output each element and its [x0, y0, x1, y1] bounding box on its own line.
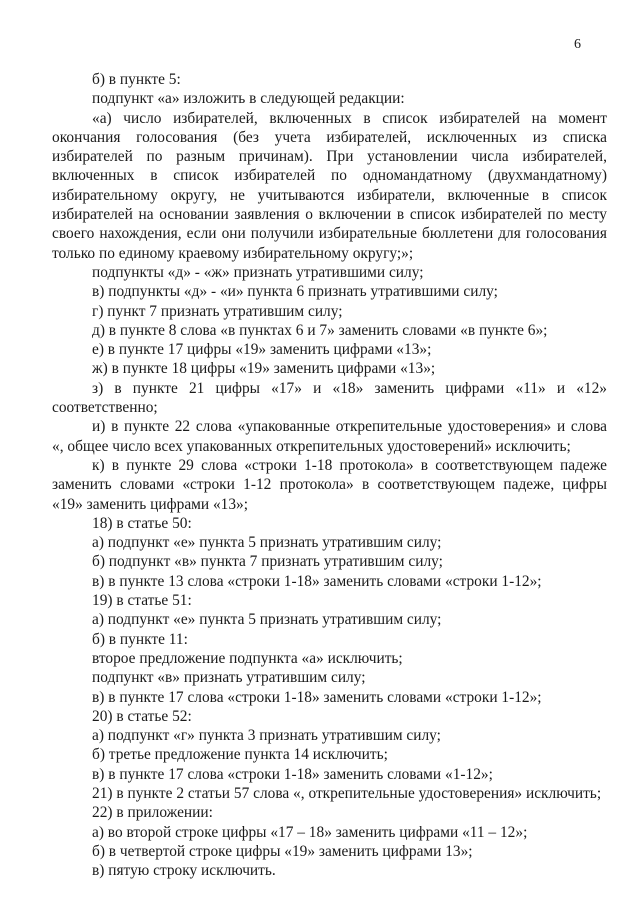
text-line: в) в пункте 17 слова «строки 1-18» заменить словами «строки 1-12»; [92, 688, 542, 706]
text-line: в) подпункты «д» - «и» пункта 6 признать утратившими силу; [92, 283, 498, 301]
text-line: а) подпункт «е» пункта 5 признать утратившим силу; [92, 611, 442, 629]
text-line: 18) в статье 50: [92, 514, 192, 532]
text-line: второе предложение подпункта «а» исключить; [92, 649, 403, 667]
text-line: б) в четвертой строке цифры «19» заменить цифрами 13»; [92, 842, 473, 860]
text-line: окончания голосования (без учета избирателей, исключенных из списка [52, 128, 607, 146]
text-line: избирательному округу, не учитываются избиратели, включенные в список [52, 186, 607, 204]
text-line: и) в пункте 22 слова «упакованные открепительные удостоверения» и слова [92, 418, 607, 436]
text-line: «19» заменить цифрами «13»; [52, 495, 249, 513]
text-line: г) пункт 7 признать утратившим силу; [92, 302, 343, 320]
text-line: в) в пункте 17 слова «строки 1-18» заменить словами «1-12»; [92, 765, 493, 783]
text-line: д) в пункте 8 слова «в пунктах 6 и 7» заменить словами «в пункте 6»; [92, 321, 548, 339]
page-number: 6 [574, 37, 581, 52]
text-line: а) подпункт «е» пункта 5 признать утратившим силу; [92, 534, 442, 552]
text-line: б) третье предложение пункта 14 исключить; [92, 746, 388, 764]
text-line: «а) число избирателей, включенных в список избирателей на момент [92, 109, 607, 127]
text-line: б) в пункте 11: [92, 630, 188, 648]
text-line: з) в пункте 21 цифры «17» и «18» заменить цифрами «11» и «12» [92, 379, 607, 397]
document-text [52, 70, 607, 880]
text-line: 22) в приложении: [92, 804, 213, 822]
text-line: а) во второй строке цифры «17 – 18» заменить цифрами «11 – 12»; [92, 823, 528, 841]
text-line: 21) в пункте 2 статьи 57 слова «, открепительные удостоверения» исключить; [92, 784, 602, 802]
text-line: только по единому краевому избирательному округу;»; [52, 244, 414, 262]
text-line: заменить словами «строки 1-12 протокола» в соответствующем падеже, цифры [52, 476, 607, 494]
text-line: в) в пункте 13 слова «строки 1-18» заменить словами «строки 1-12»; [92, 572, 542, 590]
text-line: подпункт «а» изложить в следующей редакции: [92, 90, 405, 108]
text-line: 20) в статье 52: [92, 707, 192, 725]
text-line: а) подпункт «г» пункта 3 признать утратившим силу; [92, 727, 441, 745]
text-line: своего нахождения, если они получили избирательные бюллетени для голосования [52, 225, 607, 243]
text-line: соответственно; [52, 399, 158, 417]
text-line: к) в пункте 29 слова «строки 1-18 протокола» в соответствующем падеже [92, 456, 607, 474]
text-line: избирателей по разным причинам). При установлении числа избирателей, [52, 148, 607, 166]
text-line: избирателей на основании заявления о включении в список избирателей по месту [52, 206, 607, 224]
text-line: включенных в список избирателей по одномандатному (двухмандатному) [52, 167, 607, 185]
text-line: б) подпункт «в» пункта 7 признать утратившим силу; [92, 553, 443, 571]
text-line: «, общее число всех упакованных открепительных удостоверений» исключить; [52, 437, 571, 455]
text-line: подпункты «д» - «ж» признать утратившими силу; [92, 263, 424, 281]
text-line: е) в пункте 17 цифры «19» заменить цифрами «13»; [92, 341, 432, 359]
text-line: подпункт «в» признать утратившим силу; [92, 669, 366, 687]
text-line: в) пятую строку исключить. [92, 862, 276, 880]
text-line: б) в пункте 5: [92, 71, 181, 88]
text-line: ж) в пункте 18 цифры «19» заменить цифрами «13»; [92, 360, 436, 378]
text-line: 19) в статье 51: [92, 592, 192, 610]
